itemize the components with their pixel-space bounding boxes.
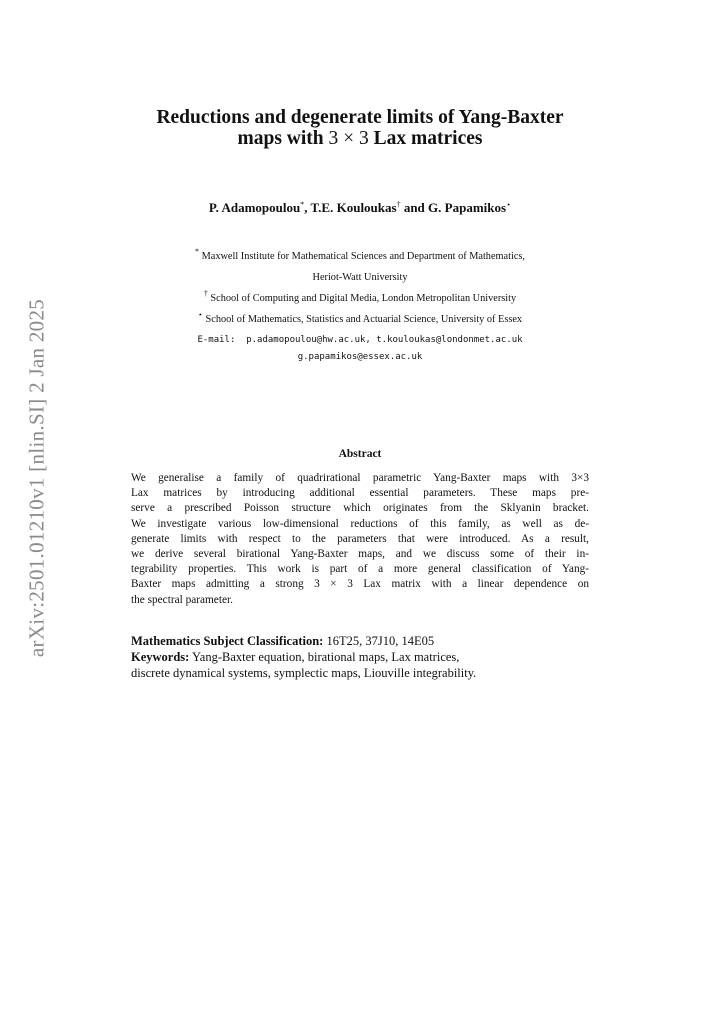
affiliation-text: School of Computing and Digital Media, London Metropolitan University xyxy=(210,293,517,304)
arxiv-identifier: arXiv:2501.01210v1 [nlin.SI] 2 Jan 2025 xyxy=(24,298,49,658)
title-line-2-post: Lax matrices xyxy=(368,128,483,149)
author-name: G. Papamikos xyxy=(428,200,507,215)
abstract-line: generate limits with respect to the parameters that were introduced. As a result, xyxy=(131,532,589,545)
author-separator: , xyxy=(304,200,311,215)
author-mark: * xyxy=(300,200,305,209)
affiliation xyxy=(110,265,610,286)
author-name: P. Adamopoulou xyxy=(208,200,301,215)
msc-row xyxy=(131,633,601,649)
abstract-heading: Abstract xyxy=(338,448,382,460)
affiliation xyxy=(110,307,610,328)
email-label: E-mail: xyxy=(197,335,236,345)
keywords-label: Keywords: xyxy=(131,650,190,664)
abstract-line: We investigate various low-dimensional reductions of this family, as well as de- xyxy=(131,517,589,530)
author-mark: † xyxy=(396,200,401,209)
msc-value: 16T25, 37J10, 14E05 xyxy=(326,634,435,648)
keywords-line-1: Yang-Baxter equation, birational maps, Lax matrices, xyxy=(192,650,460,664)
affiliation-mark: * xyxy=(195,247,200,256)
title-line-1: Reductions and degenerate limits of Yang-Baxter xyxy=(156,107,564,128)
title-line-2-pre: maps with xyxy=(237,128,329,149)
abstract-line: We generalise a family of quadrirational parametric Yang-Baxter maps with 3×3 xyxy=(131,472,589,484)
affiliation-text: Maxwell Institute for Mathematical Sciences and Department of Mathematics, xyxy=(201,251,525,262)
affiliation-text: School of Mathematics, Statistics and Actuarial Science, University of Essex xyxy=(205,314,523,325)
affiliation-mark: ⋆ xyxy=(197,310,203,319)
abstract-line: tegrability properties. This work is part of a more general classification of Yang- xyxy=(131,563,589,576)
msc-label: Mathematics Subject Classification: xyxy=(131,634,324,648)
title-math: 3 × 3 xyxy=(328,128,369,149)
abstract-body xyxy=(131,471,589,608)
email-block xyxy=(100,332,620,366)
keywords-row-2 xyxy=(131,665,601,681)
affiliation-text: Heriot-Watt University xyxy=(312,272,408,283)
author-mark: ⋆ xyxy=(506,200,512,209)
email-row-1 xyxy=(100,332,620,349)
author-separator: and xyxy=(400,200,429,215)
author-list xyxy=(90,200,630,216)
keywords-row xyxy=(131,649,601,665)
keywords-line-2: discrete dynamical systems, symplectic maps, Liouville integrability. xyxy=(131,666,477,680)
classification-block xyxy=(131,633,601,681)
affiliation xyxy=(110,244,610,265)
abstract-line: Lax matrices by introducing additional essential parameters. These maps pre- xyxy=(131,487,589,500)
abstract-line: serve a prescribed Poisson structure which originates from the Sklyanin bracket. xyxy=(131,502,589,515)
affiliations xyxy=(110,244,610,328)
author-name: T.E. Kouloukas xyxy=(310,200,397,215)
affiliation xyxy=(110,286,610,307)
title-line-2 xyxy=(90,128,630,149)
email-addresses[interactable]: p.adamopoulou@hw.ac.uk, t.kouloukas@londonmet.ac.uk xyxy=(246,335,523,345)
email-address[interactable]: g.papamikos@essex.ac.uk xyxy=(297,352,423,362)
email-row-2 xyxy=(100,349,620,366)
abstract-line: we derive several birational Yang-Baxter maps, and we discuss some of their in- xyxy=(131,548,589,561)
paper-title xyxy=(90,107,630,149)
affiliation-mark: † xyxy=(203,289,208,298)
abstract-line: Baxter maps admitting a strong 3 × 3 Lax matrix with a linear dependence on xyxy=(131,578,589,591)
abstract-line: the spectral parameter. xyxy=(131,593,233,606)
